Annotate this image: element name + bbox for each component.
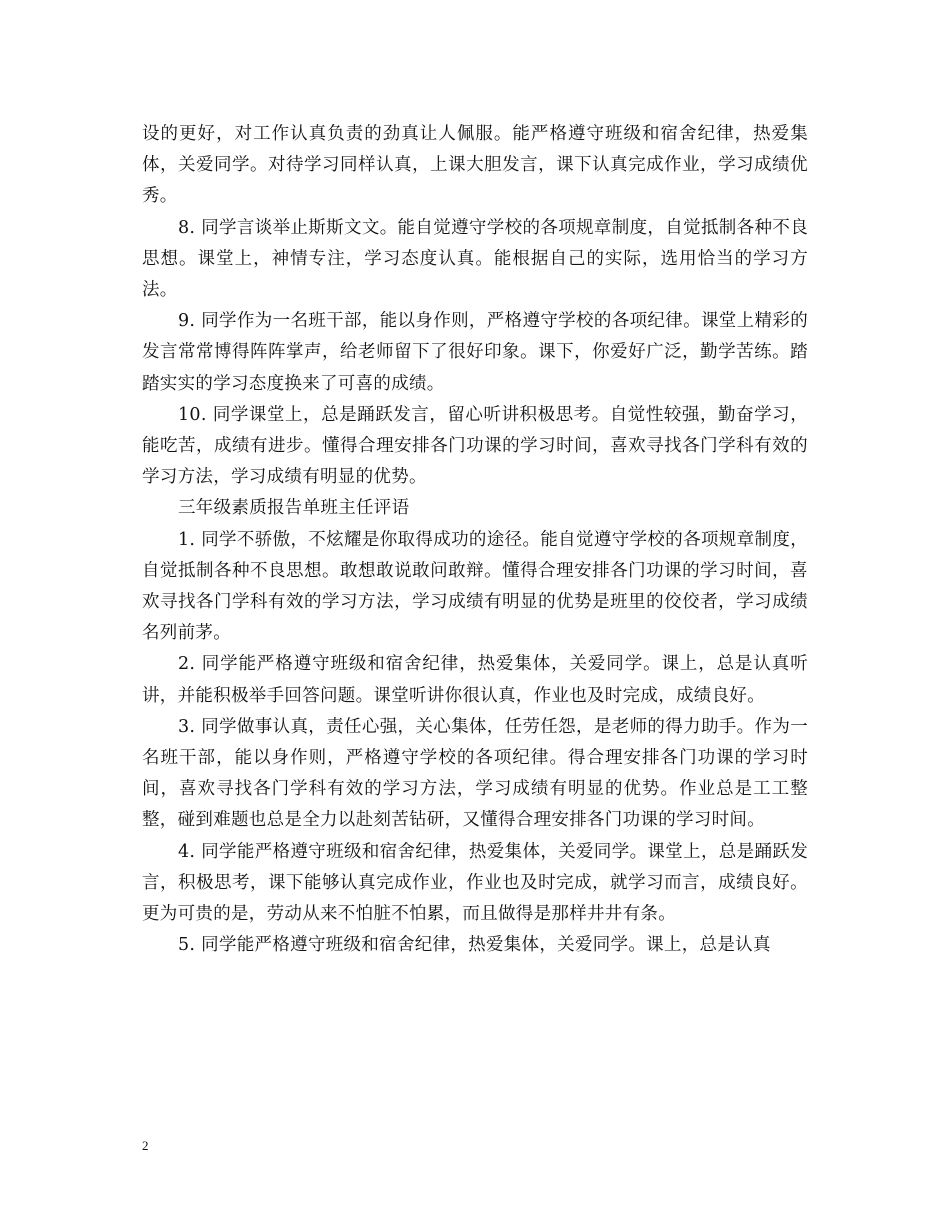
page-number: 2 [142, 1138, 149, 1153]
paragraph-item-2: 2. 同学能严格遵守班级和宿舍纪律，热爱集体，关爱同学。课上，总是认真听讲，并能积极举手回答问题。课堂听讲你很认真，作业也及时完成，成绩良好。 [142, 654, 808, 706]
paragraph-item-8: 8. 同学言谈举止斯斯文文。能自觉遵守学校的各项规章制度，自觉抵制各种不良思想。课堂上，神情专注，学习态度认真。能根据自己的实际，选用恰当的学习方法。 [142, 217, 808, 301]
paragraph-item-1: 1. 同学不骄傲，不炫耀是你取得成功的途径。能自觉遵守学校的各项规章制度，自觉抵制各种不良思想。敢想敢说敢问敢辩。懂得合理安排各门功课的学习时间，喜欢寻找各门学科有效的学习方法，学习成绩有明显的优势是班里的佼佼者，学习成绩名列前茅。 [142, 529, 808, 644]
paragraph-item-5: 5. 同学能严格遵守班级和宿舍纪律，热爱集体，关爱同学。课上，总是认真 [178, 935, 771, 956]
document-body [142, 119, 808, 961]
paragraph-item-10: 10. 同学课堂上，总是踊跃发言，留心听讲积极思考。自觉性较强，勤奋学习，能吃苦，成绩有进步。懂得合理安排各门功课的学习时间，喜欢寻找各门学科有效的学习方法，学习成绩有明显的优势。 [142, 404, 808, 488]
paragraph-item-4: 4. 同学能严格遵守班级和宿舍纪律，热爱集体，关爱同学。课堂上，总是踊跃发言，积极思考，课下能够认真完成作业，作业也及时完成，就学习而言，成绩良好。更为可贵的是，劳动从来不怕脏不怕累，而且做得是那样井井有条。 [142, 841, 808, 925]
section-heading: 三年级素质报告单班主任评语 [178, 498, 410, 519]
paragraph-continuation: 设的更好，对工作认真负责的劲真让人佩服。能严格遵守班级和宿舍纪律，热爱集体，关爱同学。对待学习同样认真，上课大胆发言，课下认真完成作业，学习成绩优秀。 [142, 124, 808, 207]
paragraph-item-3: 3. 同学做事认真，责任心强，关心集体，任劳任怨，是老师的得力助手。作为一名班干部，能以身作则，严格遵守学校的各项纪律。得合理安排各门功课的学习时间，喜欢寻找各门学科有效的学习方法，学习成绩有明显的优势。作业总是工工整整，碰到难题也总是全力以赴刻苦钻研，又懂得合理安排各门功课的学习时间。 [142, 716, 808, 831]
paragraph-item-9: 9. 同学作为一名班干部，能以身作则，严格遵守学校的各项纪律。课堂上精彩的发言常常博得阵阵掌声，给老师留下了很好印象。课下，你爱好广泛，勤学苦练。踏踏实实的学习态度换来了可喜的成绩。 [142, 311, 808, 394]
